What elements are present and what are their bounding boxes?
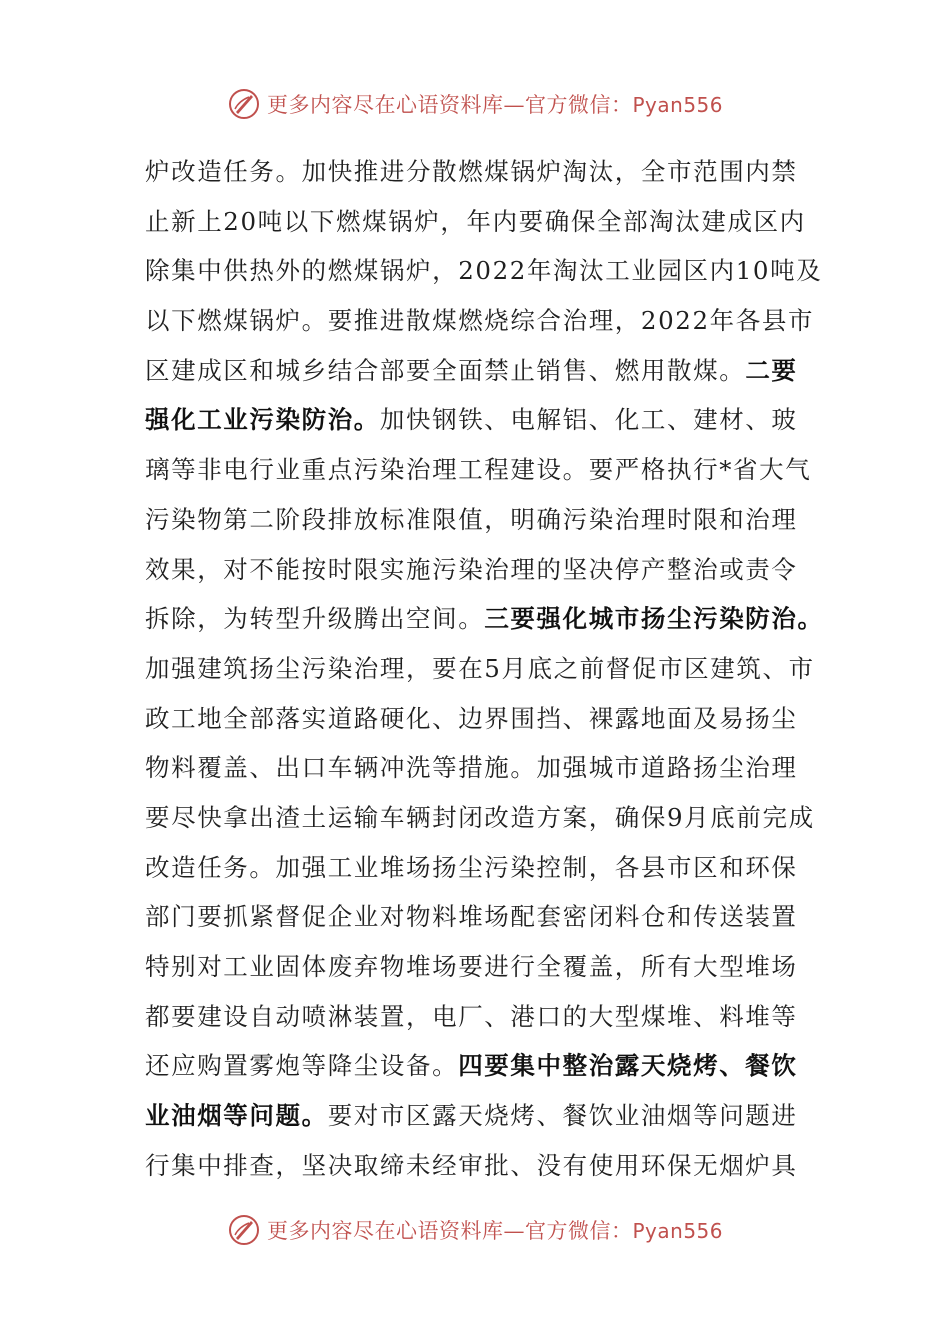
text-line (145, 445, 815, 495)
text-line (145, 892, 815, 942)
body-text-segment: 要对市区露天烧烤、餐饮业油烟等问题进 (327, 1101, 798, 1131)
body-text-segment: 拆除，为转型升级腾出空间。 (145, 604, 485, 634)
text-line (145, 197, 815, 247)
body-text-segment: 都要建设自动喷淋装置，电厂、港口的大型煤堆、料堆等 (145, 1001, 798, 1031)
bold-heading-text: 二要 (745, 355, 798, 385)
text-line (145, 992, 815, 1042)
body-text-segment: 还应购置雾炮等降尘设备。 (145, 1051, 459, 1081)
text-line (145, 296, 815, 346)
text-line (145, 346, 815, 396)
body-text-segment: 部门要抓紧督促企业对物料堆场配套密闭料仓和传送装置 (145, 902, 798, 932)
bold-heading-text: 四要集中整治露天烧烤、餐饮 (458, 1051, 798, 1081)
text-line (145, 942, 815, 992)
bold-heading-text: 业油烟等问题。 (145, 1101, 328, 1131)
body-text-segment: 区建成区和城乡结合部要全面禁止销售、燃用散煤。 (145, 355, 746, 385)
text-line (145, 1141, 815, 1191)
text-line (145, 147, 815, 197)
body-text-segment: 加快钢铁、电解铝、化工、建材、玻 (379, 405, 798, 435)
bold-heading-text: 强化工业污染防治。 (145, 405, 380, 435)
header-watermark (0, 84, 950, 124)
body-text-segment: 效果，对不能按时限实施污染治理的坚决停产整治或责令 (145, 554, 798, 584)
document-body (145, 147, 824, 1190)
body-text-segment: 璃等非电行业重点污染治理工程建设。要严格执行*省大气 (145, 455, 812, 485)
text-line (145, 694, 815, 744)
text-line (145, 495, 815, 545)
text-line (145, 743, 815, 793)
text-line (145, 246, 823, 296)
quill-logo-icon (227, 1213, 261, 1247)
text-line (145, 644, 815, 694)
bold-heading-text: 三要强化城市扬尘污染防治。 (484, 604, 824, 634)
text-line (145, 545, 815, 595)
text-line (145, 395, 815, 445)
quill-logo-icon (227, 87, 261, 121)
body-text-segment: 物料覆盖、出口车辆冲洗等措施。加强城市道路扬尘治理 (145, 753, 798, 783)
body-text-segment: 加强建筑扬尘污染治理，要在5月底之前督促市区建筑、市 (145, 653, 815, 683)
watermark-text: 更多内容尽在心语资料库—官方微信：Pyan556 (266, 93, 723, 117)
body-text-segment: 以下燃煤锅炉。要推进散煤燃烧综合治理，2022年各县市 (145, 306, 815, 336)
body-text-segment: 政工地全部落实道路硬化、边界围挡、裸露地面及易扬尘 (145, 703, 798, 733)
body-text-segment: 要尽快拿出渣土运输车辆封闭改造方案，确保9月底前完成 (145, 802, 815, 832)
body-text-segment: 污染物第二阶段排放标准限值，明确污染治理时限和治理 (145, 504, 798, 534)
watermark-text: 更多内容尽在心语资料库—官方微信：Pyan556 (266, 1219, 723, 1243)
body-text-segment: 止新上20吨以下燃煤锅炉，年内要确保全部淘汰建成区内 (145, 206, 806, 236)
text-line (145, 594, 824, 644)
body-text-segment: 除集中供热外的燃煤锅炉，2022年淘汰工业园区内10吨及 (145, 256, 823, 286)
footer-watermark (0, 1210, 950, 1250)
text-line (145, 1041, 815, 1091)
text-line (145, 843, 815, 893)
body-text-segment: 行集中排查，坚决取缔未经审批、没有使用环保无烟炉具 (145, 1150, 798, 1180)
text-line (145, 793, 815, 843)
body-text-segment: 特别对工业固体废弃物堆场要进行全覆盖，所有大型堆场 (145, 952, 798, 981)
text-line (145, 1091, 815, 1141)
body-text-segment: 改造任务。加强工业堆场扬尘污染控制，各县市区和环保 (145, 852, 798, 882)
body-text-segment: 炉改造任务。加快推进分散燃煤锅炉淘汰，全市范围内禁 (145, 157, 798, 186)
